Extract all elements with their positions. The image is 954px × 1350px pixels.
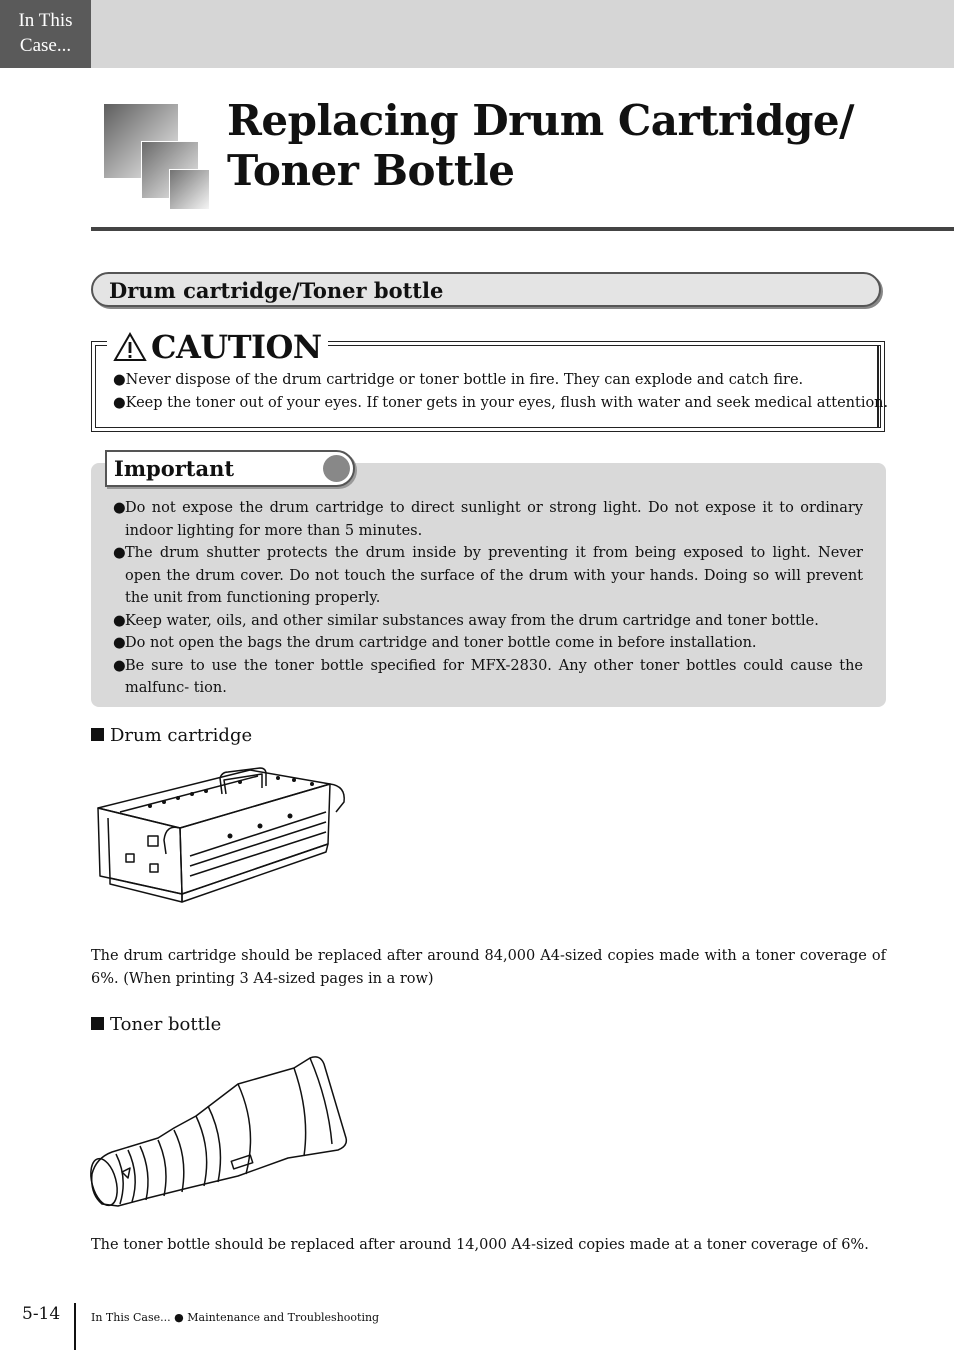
page-title-line1: Replacing Drum Cartridge/ bbox=[227, 96, 854, 145]
in-this-case-tab[interactable]: In This Case... bbox=[0, 0, 91, 68]
caution-item: ●Keep the toner out of your eyes. If toner gets in your eyes, flush with water and seek medical attention. bbox=[113, 395, 889, 411]
important-item: ● The drum shutter protects the drum inside by preventing it from being exposed to light. Never open the drum cover. Do not touch the surface of the drum with your hands. Doing so will prevent the unit from functioning properly. bbox=[113, 545, 863, 606]
important-heading bbox=[105, 450, 355, 487]
footer-divider bbox=[74, 1303, 76, 1350]
toner-bottle-description: The toner bottle should be replaced after around 14,000 A4-sized copies made at a toner coverage of 6%. bbox=[91, 1237, 869, 1253]
footer-breadcrumb bbox=[91, 1311, 379, 1324]
section-heading bbox=[91, 272, 881, 307]
important-item: ● Be sure to use the toner bottle specified for MFX-2830. Any other toner bottles could cause the malfunc- tion. bbox=[113, 657, 863, 696]
toner-bottle-heading: Toner bottle bbox=[91, 1014, 221, 1035]
caution-list bbox=[113, 369, 888, 415]
square-bullet-icon bbox=[91, 1017, 104, 1030]
drum-cartridge-description: The drum cartridge should be replaced after around 84,000 A4-sized copies made with a toner coverage of 6%. (When printing 3 A4-sized pages in a row) bbox=[91, 948, 886, 987]
important-item: ● Do not expose the drum cartridge to direct sunlight or strong light. Do not expose it to ordinary indoor lighting for more than 5 minutes. bbox=[113, 500, 863, 539]
warning-triangle-icon bbox=[113, 332, 147, 362]
top-header-bar bbox=[0, 0, 954, 68]
caution-title: CAUTION bbox=[151, 328, 322, 366]
square-bullet-icon bbox=[91, 728, 104, 741]
breadcrumb-start[interactable]: In This Case... bbox=[91, 1311, 171, 1324]
page-number: 5-14 bbox=[22, 1304, 61, 1324]
important-list bbox=[113, 497, 863, 700]
drum-cartridge-illustration bbox=[90, 766, 350, 914]
toner-bottle-illustration bbox=[88, 1054, 350, 1210]
bullet-icon: ● bbox=[174, 1311, 184, 1324]
important-title: Important bbox=[114, 456, 235, 481]
important-item: ● Do not open the bags the drum cartridge and toner bottle come in before installation. bbox=[113, 635, 757, 651]
title-divider bbox=[91, 227, 954, 231]
page-title bbox=[227, 96, 854, 196]
section-title: Drum cartridge/Toner bottle bbox=[109, 278, 444, 303]
title-decoration-square bbox=[169, 169, 210, 210]
caution-heading bbox=[107, 330, 328, 364]
important-item: ● Keep water, oils, and other similar substances away from the drum cartridge and toner bottle. bbox=[113, 612, 819, 629]
circle-icon bbox=[323, 455, 350, 482]
breadcrumb-end[interactable]: Maintenance and Troubleshooting bbox=[187, 1311, 380, 1324]
page-title-line2: Toner Bottle bbox=[227, 146, 515, 195]
drum-cartridge-heading: Drum cartridge bbox=[91, 725, 252, 746]
caution-item: ●Never dispose of the drum cartridge or toner bottle in fire. They can explode and catch fire. bbox=[113, 372, 804, 388]
